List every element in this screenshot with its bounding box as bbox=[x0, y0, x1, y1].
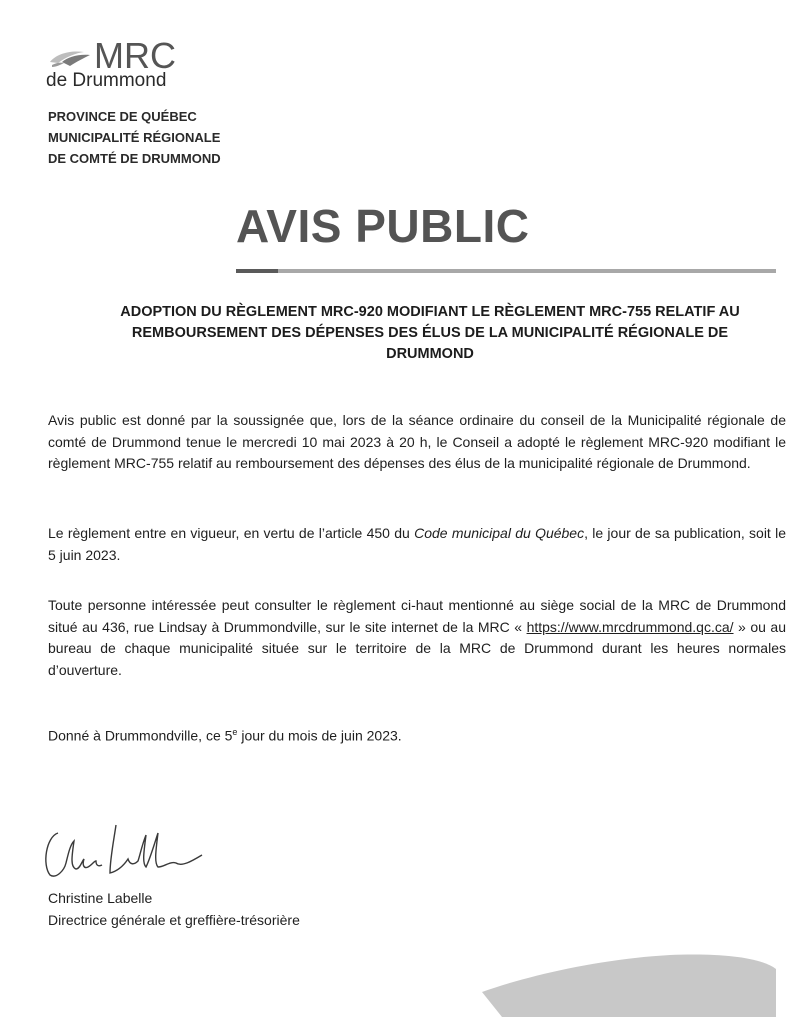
subject-line: DRUMMOND bbox=[386, 346, 474, 362]
handwritten-signature-icon bbox=[36, 815, 216, 885]
text: Le règlement entre en vigueur, en vertu de l’article 450 du bbox=[48, 525, 415, 541]
signatory-title: Directrice générale et greffière-trésorière bbox=[48, 912, 300, 928]
paragraph-signed-date bbox=[48, 722, 786, 747]
ordinal-suffix: e bbox=[232, 727, 238, 737]
issuer-line: PROVINCE DE QUÉBEC bbox=[48, 109, 197, 124]
paragraph-adoption: Avis public est donné par la soussignée que, lors de la séance ordinaire du conseil de la Municipalité régionale de comté de Drummond tenue le mercredi 10 mai 2023 à 20 h, le Conseil a adopté le règlement MRC-920 modifiant le règlement MRC-755 relatif au remboursement des dépenses des élus de la municipalité régionale de Drummond. bbox=[48, 412, 786, 471]
website-link[interactable]: https://www.mrcdrummond.qc.ca/ bbox=[526, 618, 734, 635]
logo-name: MRC bbox=[94, 35, 176, 76]
decorative-footer-shape bbox=[470, 945, 791, 1024]
title-divider-accent bbox=[236, 269, 278, 273]
issuer-line: DE COMTÉ DE DRUMMOND bbox=[48, 151, 221, 166]
issuer-header bbox=[48, 106, 221, 169]
paragraph-consultation bbox=[48, 595, 786, 681]
text: » ou au bureau de chaque municipalité située sur le territoire de la MRC de Drummond durant les heures normales d’ouverture. bbox=[48, 618, 786, 678]
subject-line: REMBOURSEMENT DES DÉPENSES DES ÉLUS DE LA MUNICIPALITÉ RÉGIONALE DE bbox=[131, 325, 729, 341]
signatory-name: Christine Labelle bbox=[48, 890, 153, 906]
mrc-logo bbox=[46, 35, 196, 96]
issuer-line: MUNICIPALITÉ RÉGIONALE bbox=[48, 130, 221, 145]
text: Toute personne intéressée peut consulter le règlement ci-haut mentionné au siège social de la MRC de Drummond situé au 436, rue Lindsay à Drummondville, sur le site internet de la MRC « bbox=[48, 597, 786, 635]
subject-line: ADOPTION DU RÈGLEMENT MRC-920 MODIFIANT LE RÈGLEMENT MRC-755 RELATIF AU bbox=[120, 304, 740, 320]
logo-subname: de Drummond bbox=[46, 70, 167, 91]
notice-subject bbox=[70, 302, 790, 365]
page-title: AVIS PUBLIC bbox=[236, 200, 530, 252]
text: jour du mois de juin 2023. bbox=[237, 727, 402, 744]
text: Donné à Drummondville, ce 5 bbox=[48, 727, 233, 744]
title-divider bbox=[236, 269, 776, 273]
mrc-swoosh-logo-icon bbox=[48, 48, 92, 70]
code-municipal-citation: Code municipal du Québec bbox=[414, 525, 585, 541]
text: , le jour de sa publication, soit le 5 juin 2023. bbox=[48, 525, 786, 563]
paragraph-effective-date bbox=[48, 523, 786, 566]
